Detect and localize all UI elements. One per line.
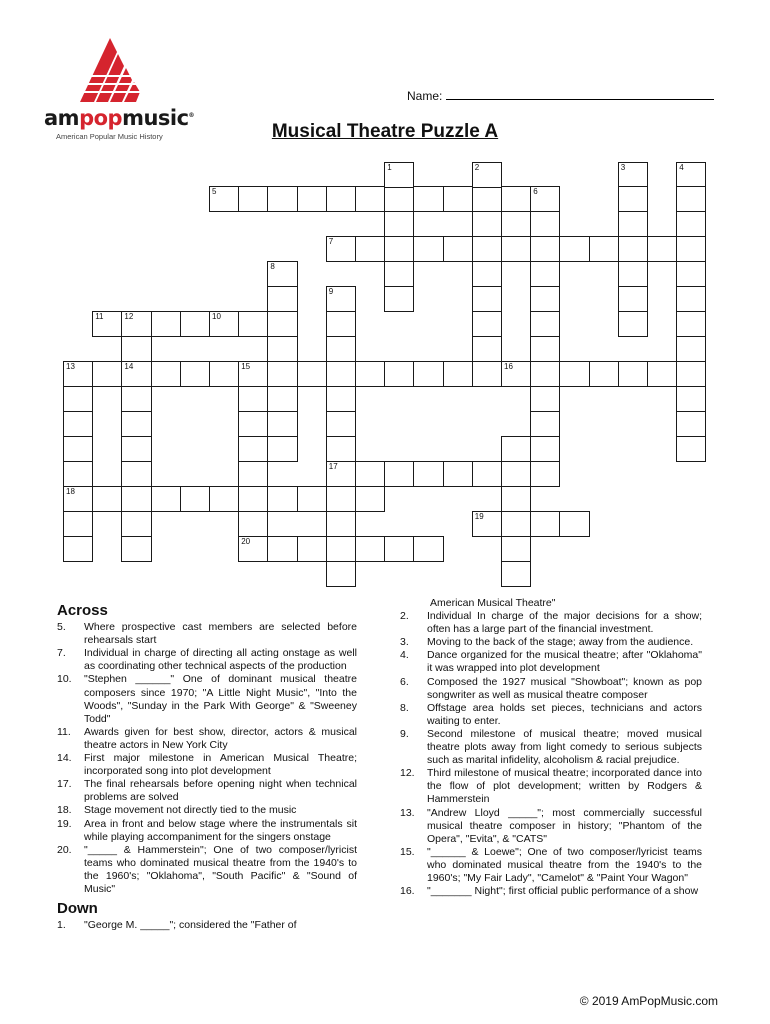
clue-number: 8. [400,701,409,714]
crossword-cell[interactable] [151,486,181,512]
crossword-cell[interactable] [121,461,151,487]
crossword-cell[interactable] [618,236,648,262]
crossword-cell[interactable] [472,162,502,188]
crossword-cell[interactable] [297,536,327,562]
crossword-cell[interactable] [267,186,297,212]
clue-text: Awards given for best show, director, actors & musical theatre actors in New York City [84,725,357,751]
crossword-cell[interactable] [472,336,502,362]
cell-number: 7 [328,237,334,246]
crossword-cell[interactable] [501,511,531,537]
crossword-cell[interactable] [326,461,356,487]
crossword-cell[interactable] [384,461,414,487]
clue-item [400,728,702,767]
crossword-cell[interactable] [355,236,385,262]
crossword-cell[interactable] [501,486,531,512]
crossword-cell[interactable] [618,286,648,312]
crossword-cell[interactable] [121,486,151,512]
crossword-cell[interactable] [326,361,356,387]
crossword-cell[interactable] [355,361,385,387]
clue-text: Composed the 1927 musical "Showboat"; known as pop songwriter as well as musical theatre composer [427,675,702,701]
crossword-cell[interactable] [530,411,560,437]
crossword-cell[interactable] [121,411,151,437]
crossword-cell[interactable] [384,261,414,287]
crossword-cell[interactable] [472,211,502,237]
crossword-cell[interactable] [267,436,297,462]
clue-text: "Andrew Lloyd _____"; most commercially successful musical theatre composer in history; "Phantom of the Opera", "Evita", & "CATS" [427,806,702,845]
crossword-cell[interactable] [63,461,93,487]
clue-text: Individual In charge of the major decisions for a show; often has a large part of the financial investment. [427,610,702,636]
crossword-cell[interactable] [384,186,414,212]
clue-number: 2. [400,610,409,623]
clue-text: "_______ Night"; first official public performance of a show [427,885,699,898]
cell-number: 16 [504,362,513,371]
crossword-cell[interactable] [530,461,560,487]
clue-item [400,846,702,885]
crossword-cell[interactable] [501,436,531,462]
crossword-cell[interactable] [267,311,297,337]
cell-number: 12 [124,312,134,321]
crossword-cell[interactable] [63,386,93,412]
crossword-cell[interactable] [530,386,560,412]
clue-number: 12. [400,767,415,780]
name-label: Name: [407,89,443,103]
crossword-cell[interactable] [384,286,414,312]
crossword-cell[interactable] [589,236,619,262]
cell-number: 4 [679,163,684,172]
crossword-cell[interactable] [443,461,473,487]
crossword-cell[interactable] [559,511,589,537]
crossword-cell[interactable] [355,461,385,487]
crossword-cell[interactable] [180,311,210,337]
page-title: Musical Theatre Puzzle A [271,121,499,142]
crossword-cell[interactable] [267,386,297,412]
crossword-cell[interactable] [63,536,93,562]
crossword-cell[interactable] [413,186,443,212]
clue-text: Dance organized for the musical theatre; after "Oklahoma" it was wrapped into plot development [427,649,702,675]
crossword-cell[interactable] [326,386,356,412]
cell-number: 10 [212,312,221,321]
crossword-cell[interactable] [530,511,560,537]
crossword-cell[interactable] [92,361,122,387]
down-continued: American Musical Theatre" [430,597,556,609]
crossword-cell[interactable] [267,486,297,512]
cell-number: 15 [241,362,251,371]
clue-text: The final rehearsals before opening night when technical problems are solved [84,778,357,804]
clue-item [400,767,702,806]
clue-number: 5. [57,621,66,634]
crossword-cell[interactable] [676,286,706,312]
crossword-cell[interactable] [121,311,151,337]
clue-item [400,649,702,675]
crossword-cell[interactable] [589,361,619,387]
cell-number: 1 [387,163,392,172]
crossword-cell[interactable] [267,336,297,362]
cell-number: 17 [328,462,338,471]
cell-number: 2 [474,163,480,172]
clue-item [57,726,357,752]
crossword-cell[interactable] [676,311,706,337]
clue-text: Moving to the back of the stage; away from the audience. [427,636,694,649]
crossword-cell[interactable] [618,162,648,188]
crossword-cell[interactable] [413,536,443,562]
crossword-cell[interactable] [209,486,239,512]
clue-item [57,621,357,647]
cell-number: 13 [66,362,75,371]
cell-number: 5 [212,187,217,196]
clue-number: 19. [57,817,72,830]
clue-text: Area in front and below stage where the instrumentals sit while playing accompaniment for the singers onstage [84,817,357,843]
clue-item [400,610,702,636]
crossword-cell[interactable] [180,486,210,512]
crossword-cell[interactable] [384,536,414,562]
crossword-cell[interactable] [443,186,473,212]
crossword-cell[interactable] [63,411,93,437]
crossword-cell[interactable] [559,236,589,262]
crossword-cell[interactable] [121,511,151,537]
cell-number: 9 [328,287,334,296]
crossword-cell[interactable] [530,261,560,287]
crossword-cell[interactable] [530,186,560,212]
crossword-cell[interactable] [267,411,297,437]
crossword-cell[interactable] [238,436,268,462]
clue-number: 7. [57,647,66,660]
clue-text: "Stephen ______" One of dominant musical theatre composers since 1970; "A Little Night Music", "Into the Woods", "Sunday in the Park With George" & "Sweeney Todd" [84,673,357,725]
cell-number: 8 [270,262,275,271]
crossword-cell[interactable] [238,361,268,387]
across-clues [57,604,357,932]
crossword-cell[interactable] [443,361,473,387]
clue-text: "_____ & Hammerstein"; One of two composer/lyricist teams who dominated musical theatre from the 1940's to the 1960's; "Oklahoma", "South Pacific" & "Sound of Music" [84,843,357,895]
crossword-cell[interactable] [297,486,327,512]
clue-number: 14. [57,752,72,765]
crossword-cell[interactable] [472,311,502,337]
clue-number: 3. [400,636,409,649]
crossword-cell[interactable] [530,361,560,387]
crossword-cell[interactable] [530,236,560,262]
down-list [400,610,702,898]
crossword-cell[interactable] [238,536,268,562]
copyright-footer: © 2019 AmPopMusic.com [579,994,718,1008]
crossword-cell[interactable] [326,311,356,337]
crossword-cell[interactable] [676,386,706,412]
crossword-cell[interactable] [209,186,239,212]
crossword-cell[interactable] [209,361,239,387]
cell-number: 14 [124,362,134,371]
clue-number: 4. [400,649,409,662]
crossword-cell[interactable] [647,236,677,262]
crossword-cell[interactable] [326,536,356,562]
crossword-cell[interactable] [530,286,560,312]
down-heading: Down [57,900,98,918]
crossword-cell[interactable] [676,186,706,212]
crossword-cell[interactable] [618,311,648,337]
crossword-cell[interactable] [326,561,356,587]
crossword-cell[interactable] [238,486,268,512]
crossword-cell[interactable] [326,336,356,362]
crossword-cell[interactable] [63,436,93,462]
crossword-cell[interactable] [676,336,706,362]
crossword-cell[interactable] [530,336,560,362]
crossword-cell[interactable] [501,186,531,212]
clue-item [57,752,357,778]
crossword-cell[interactable] [238,511,268,537]
across-list [57,621,357,896]
crossword-cell[interactable] [209,311,239,337]
crossword-cell[interactable] [326,186,356,212]
crossword-cell[interactable] [63,486,93,512]
crossword-cell[interactable] [618,211,648,237]
cell-number: 18 [66,487,75,496]
crossword-cell[interactable] [151,311,181,337]
clue-item: 1. "George M. _____"; considered the "Father of [57,919,297,932]
clue-text: Third milestone of musical theatre; incorporated dance into the flow of plot development; written by Rodgers & Hammerstein [427,767,702,806]
clue-item [400,807,702,846]
clue-item [57,844,357,896]
crossword-cell[interactable] [267,261,297,287]
crossword-cell[interactable] [121,536,151,562]
clue-number: 15. [400,845,415,858]
crossword-cell[interactable] [472,361,502,387]
crossword-cell[interactable] [501,536,531,562]
crossword-cell[interactable] [121,361,151,387]
crossword-cell[interactable] [676,436,706,462]
crossword-cell[interactable] [530,436,560,462]
crossword-cell[interactable] [267,361,297,387]
crossword-cell[interactable] [326,236,356,262]
crossword-cell[interactable] [121,436,151,462]
crossword-cell[interactable] [92,486,122,512]
clue-text: Offstage area holds set pieces, technicians and actors waiting to enter. [427,701,702,727]
crossword-cell[interactable] [413,461,443,487]
crossword-cell[interactable] [267,536,297,562]
clue-text: First major milestone in American Musical Theatre; incorporated song into plot development [84,752,357,778]
crossword-cell[interactable] [472,261,502,287]
crossword-cell[interactable] [647,361,677,387]
cell-number: 11 [95,312,104,321]
clue-text: Second milestone of musical theatre; moved musical theatre plots away from light comedy to serious subjects such as marital infidelity, alcoholism & racial prejudice. [427,727,702,767]
crossword-cell[interactable] [501,461,531,487]
clue-item [400,676,702,702]
clue-item [400,702,702,728]
clue-item [57,804,357,817]
crossword-cell[interactable] [676,236,706,262]
crossword-cell[interactable] [326,436,356,462]
crossword-cell[interactable] [559,361,589,387]
crossword-cell[interactable] [676,361,706,387]
crossword-cell[interactable] [413,361,443,387]
clue-item [57,673,357,725]
logo-tagline: American Popular Music History [56,132,163,141]
crossword-cell[interactable] [326,511,356,537]
crossword-cell[interactable] [384,211,414,237]
crossword-cell[interactable] [618,261,648,287]
clue-number: 17. [57,778,72,791]
crossword-cell[interactable] [676,211,706,237]
clue-item [57,647,357,673]
clue-number: 16. [400,885,415,898]
clue-number: 9. [400,727,409,740]
cell-number: 20 [241,537,251,546]
crossword-cell[interactable] [180,361,210,387]
crossword-cell[interactable] [384,162,414,188]
across-heading: Across [57,602,108,619]
clue-number: 13. [400,806,415,819]
crossword-cell[interactable] [297,361,327,387]
crossword-cell[interactable] [297,186,327,212]
logo-wordmark: ampopmusic® [44,106,195,130]
clue-text: Individual in charge of directing all acting onstage as well as coordinating other technical aspects of the production [84,647,357,673]
crossword-cell[interactable] [238,411,268,437]
crossword-cell[interactable] [326,411,356,437]
clue-item [400,885,702,898]
clue-number: 10. [57,673,72,686]
crossword-cell[interactable] [326,286,356,312]
crossword-cell[interactable] [238,186,268,212]
crossword-cell[interactable] [618,361,648,387]
crossword-cell[interactable] [472,286,502,312]
crossword-cell[interactable] [355,186,385,212]
crossword-cell[interactable] [121,386,151,412]
clue-number: 6. [400,675,409,688]
crossword-cell[interactable] [472,511,502,537]
clue-text: Stage movement not directly tied to the music [84,804,297,817]
crossword-cell[interactable] [384,361,414,387]
crossword-cell[interactable] [238,386,268,412]
crossword-cell[interactable] [121,336,151,362]
crossword-cell[interactable] [63,361,93,387]
clue-number: 20. [57,843,72,856]
clue-item [400,636,702,649]
crossword-cell[interactable] [501,561,531,587]
crossword-cell[interactable] [355,486,385,512]
crossword-cell[interactable] [355,536,385,562]
crossword-cell[interactable] [472,236,502,262]
clue-item [57,778,357,804]
clue-text: "______ & Loewe"; One of two composer/lyricist teams who dominated musical theatre from the 1940's to the 1960's; "My Fair Lady", "Camelot" & "Paint Your Wagon" [427,845,702,884]
crossword-cell[interactable] [326,486,356,512]
crossword-cell[interactable] [676,261,706,287]
clue-text: Where prospective cast members are selected before rehearsals start [84,621,357,647]
crossword-cell[interactable] [238,461,268,487]
crossword-cell[interactable] [267,286,297,312]
crossword-cell[interactable] [472,461,502,487]
down-clues [400,597,702,898]
cell-number: 3 [620,163,626,172]
cell-number: 19 [474,512,484,521]
crossword-cell[interactable] [238,311,268,337]
crossword-cell[interactable] [501,236,531,262]
clue-number: 18. [57,804,72,817]
crossword-cell[interactable] [443,236,473,262]
crossword-cell[interactable] [618,186,648,212]
crossword-cell[interactable] [676,411,706,437]
crossword-cell[interactable] [501,361,531,387]
clue-item [57,818,357,844]
crossword-cell[interactable] [530,211,560,237]
clue-number: 11. [57,725,71,738]
crossword-cell[interactable] [151,361,181,387]
cell-number: 6 [533,187,538,196]
crossword-cell[interactable] [530,311,560,337]
crossword-cell[interactable] [63,511,93,537]
crossword-cell[interactable] [676,162,706,188]
crossword-cell[interactable] [384,236,414,262]
crossword-cell[interactable] [92,311,122,337]
crossword-cell[interactable] [413,236,443,262]
crossword-cell[interactable] [472,186,502,212]
